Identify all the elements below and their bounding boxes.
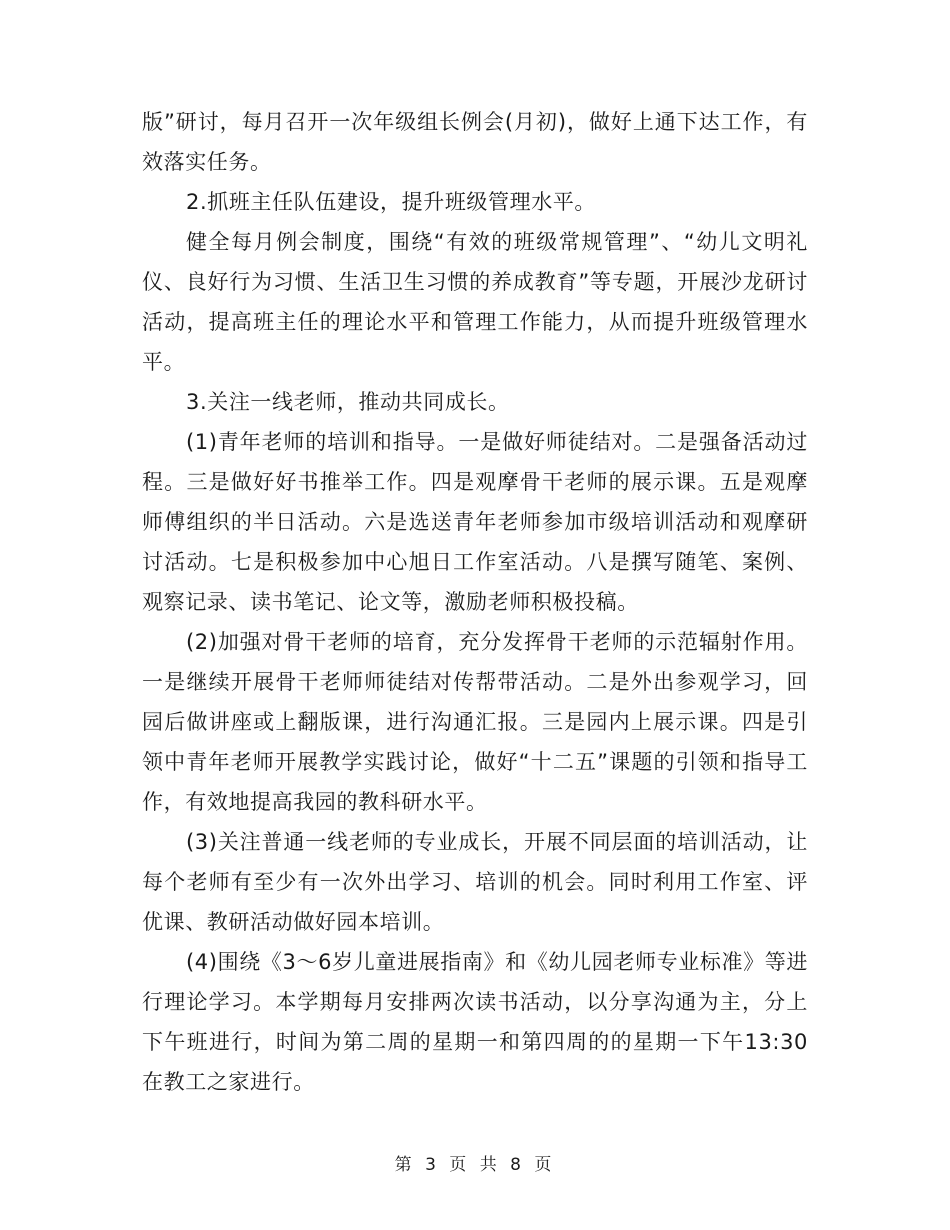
paragraph-2-heading: 2.抓班主任队伍建设，提升班级管理水平。 <box>186 190 597 214</box>
paragraph-3: 健全每月例会制度，围绕“有效的班级常规管理”、“幼儿文明礼仪、良好行为习惯、生活卫生习惯的养成教育”等专题，开展沙龙研讨活动，提高班主任的理论水平和管理工作能力，从而提升班级管理水平。 <box>142 230 808 374</box>
page-number-footer: 第 3 页 共 8 页 <box>394 1155 556 1175</box>
paragraph-6: (2)加强对骨干老师的培育，充分发挥骨干老师的示范辐射作用。一是继续开展骨干老师师徒结对传帮带活动。二是外出参观学习，回园后做讲座或上翻版课，进行沟通汇报。三是园内上展示课。四是引领中青年老师开展教学实践讨论，做好“十二五”课题的引领和指导工作，有效地提高我园的教科研水平。 <box>142 630 808 814</box>
paragraph-8: (4)围绕《3～6岁儿童进展指南》和《幼儿园老师专业标准》等进行理论学习。本学期每月安排两次读书活动，以分享沟通为主，分上下午班进行，时间为第二周的星期一和第四周的的星期一下午13:30在教工之家进行。 <box>142 950 808 1094</box>
paragraph-5: (1)青年老师的培训和指导。一是做好师徒结对。二是强备活动过程。三是做好好书推举工作。四是观摩骨干老师的展示课。五是观摩师傅组织的半日活动。六是选送青年老师参加市级培训活动和观摩研讨活动。七是积极参加中心旭日工作室活动。八是撰写随笔、案例、观察记录、读书笔记、论文等，激励老师积极投稿。 <box>142 430 808 614</box>
paragraph-7: (3)关注普通一线老师的专业成长，开展不同层面的培训活动，让每个老师有至少有一次外出学习、培训的机会。同时利用工作室、评优课、教研活动做好园本培训。 <box>142 830 808 934</box>
paragraph-1: 版”研讨，每月召开一次年级组长例会(月初)，做好上通下达工作，有效落实任务。 <box>142 110 808 174</box>
paragraph-4-heading: 3.关注一线老师，推动共同成长。 <box>186 390 510 414</box>
document-body <box>142 102 808 1102</box>
